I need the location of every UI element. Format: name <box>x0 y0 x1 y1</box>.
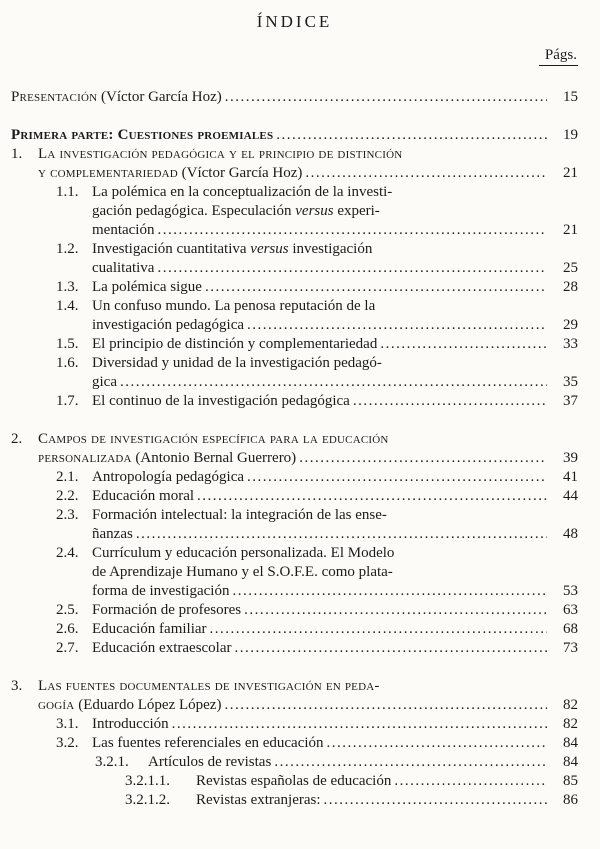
dot-leader <box>197 487 547 506</box>
page-number: 86 <box>563 792 578 808</box>
toc-line <box>56 582 578 601</box>
entry-number: 2.1. <box>56 469 79 485</box>
text-segment: Primera parte: Cuestiones proemiales <box>11 127 274 143</box>
dot-leader <box>235 639 547 658</box>
toc-line <box>56 468 578 487</box>
entry-number: 3.2. <box>56 735 79 751</box>
text-segment: Antropología pedagógica <box>92 469 245 485</box>
entry-number: 2.6. <box>56 621 79 637</box>
dot-leader <box>210 620 547 639</box>
dot-leader <box>225 88 547 107</box>
page-number: 53 <box>563 583 578 599</box>
dot-leader <box>247 468 547 487</box>
entry-number: 3.2.1.1. <box>125 773 170 789</box>
text-segment: Currículum y educación personalizada. El Modelo <box>92 545 395 561</box>
text-segment: gica <box>92 374 117 390</box>
page-number: 33 <box>563 336 578 352</box>
page-number: 44 <box>563 488 578 504</box>
text-segment: ñanzas <box>92 526 133 542</box>
toc-line <box>11 164 578 183</box>
toc-entry <box>56 487 578 506</box>
toc-entry <box>56 468 578 487</box>
entry-number: 1.3. <box>56 279 79 295</box>
toc-entry <box>11 145 578 183</box>
dot-leader <box>232 582 547 601</box>
entry-number: 2.4. <box>56 545 79 561</box>
page-number: 73 <box>563 640 578 656</box>
toc-line <box>56 316 578 335</box>
toc-entry <box>56 620 578 639</box>
dot-leader <box>157 221 547 240</box>
toc-line <box>95 753 578 772</box>
toc-line <box>11 696 578 715</box>
entry-text <box>38 164 302 183</box>
page-number: 84 <box>563 754 578 770</box>
entry-text <box>92 525 133 544</box>
text-segment: Revistas españolas de educación <box>196 773 392 789</box>
text-segment: investigación <box>288 241 373 257</box>
entry-text <box>148 753 271 772</box>
entry-text <box>38 430 389 449</box>
entry-number: 1. <box>11 146 23 162</box>
toc-entry <box>11 126 578 145</box>
text-segment: Diversidad y unidad de la investigación pedagó- <box>92 355 382 371</box>
toc-line <box>56 297 578 316</box>
page-number: 48 <box>563 526 578 542</box>
dot-leader <box>299 449 547 468</box>
toc-entry <box>95 753 578 772</box>
entry-text <box>38 696 221 715</box>
entry-text <box>92 392 350 411</box>
entry-number: 2.2. <box>56 488 79 504</box>
entry-text <box>92 468 244 487</box>
entry-text <box>92 582 229 601</box>
dot-leader <box>205 278 547 297</box>
toc-entry <box>56 335 578 354</box>
text-segment: (Eduardo López López) <box>74 697 222 713</box>
text-segment: Artículos de revistas <box>148 754 272 770</box>
page-number: 29 <box>563 317 578 333</box>
text-segment: de Aprendizaje Humano y el S.O.F.E. como plata- <box>92 564 393 580</box>
page-number: 63 <box>563 602 578 618</box>
entry-text <box>92 183 392 202</box>
toc-entry <box>56 715 578 734</box>
toc-entry <box>11 88 578 107</box>
toc-line <box>56 525 578 544</box>
entry-text <box>196 772 391 791</box>
toc-entry <box>11 430 578 468</box>
entry-number: 2.7. <box>56 640 79 656</box>
entry-text <box>92 544 394 563</box>
toc-entry <box>56 297 578 335</box>
dot-leader <box>120 373 547 392</box>
toc-line <box>56 354 578 373</box>
text-segment: Campos de investigación específica para la educación <box>38 431 389 447</box>
dot-leader <box>136 525 547 544</box>
entry-text <box>92 487 194 506</box>
toc-line <box>56 601 578 620</box>
toc-line <box>11 430 578 449</box>
page-number: 85 <box>563 773 578 789</box>
text-segment: Formación intelectual: la integración de las ense- <box>92 507 387 523</box>
entry-text <box>92 601 241 620</box>
dot-leader <box>274 753 547 772</box>
entry-number: 1.2. <box>56 241 79 257</box>
toc-line <box>11 677 578 696</box>
entry-number: 1.5. <box>56 336 79 352</box>
toc-entry <box>56 354 578 392</box>
page-number: 82 <box>563 716 578 732</box>
entry-text <box>92 639 232 658</box>
entry-text <box>92 506 387 525</box>
toc-entry <box>56 278 578 297</box>
toc-entry <box>56 240 578 278</box>
toc-line <box>56 240 578 259</box>
entry-text <box>92 335 377 354</box>
dot-leader <box>244 601 547 620</box>
toc-line <box>56 563 578 582</box>
text-segment: El principio de distinción y complementariedad <box>92 336 378 352</box>
dot-leader <box>157 259 547 278</box>
toc-entry <box>56 506 578 544</box>
text-segment: Investigación cuantitativa <box>92 241 251 257</box>
text-segment: Educación moral <box>92 488 195 504</box>
toc-entry <box>125 772 578 791</box>
dot-leader <box>324 791 547 810</box>
toc-entry <box>11 677 578 715</box>
text-segment: Un confuso mundo. La penosa reputación de la <box>92 298 376 314</box>
entry-number: 1.7. <box>56 393 79 409</box>
toc-line <box>56 715 578 734</box>
text-segment: versus <box>295 203 334 219</box>
text-segment: Las fuentes referenciales en educación <box>92 735 324 751</box>
entry-text <box>92 354 382 373</box>
toc-line <box>56 544 578 563</box>
toc-line <box>56 183 578 202</box>
text-segment: gogía <box>38 697 75 713</box>
text-segment: y complementariedad <box>38 165 178 181</box>
toc-entry <box>56 183 578 240</box>
toc-line <box>56 335 578 354</box>
page-number: 37 <box>563 393 578 409</box>
dot-leader <box>353 392 547 411</box>
text-segment: investigación pedagógica <box>92 317 245 333</box>
dot-leader <box>172 715 547 734</box>
dot-leader <box>247 316 547 335</box>
entry-text <box>92 259 154 278</box>
toc-line <box>56 506 578 525</box>
toc-line <box>125 772 578 791</box>
toc-line <box>56 202 578 221</box>
text-segment: versus <box>250 241 289 257</box>
text-segment: gación pedagógica. Especulación <box>92 203 296 219</box>
entry-number: 1.1. <box>56 184 79 200</box>
text-segment: personalizada <box>38 450 132 466</box>
text-segment: experi- <box>333 203 380 219</box>
entry-text <box>92 240 372 259</box>
entry-text <box>92 734 324 753</box>
text-segment: (Víctor García Hoz) <box>97 89 222 105</box>
toc-line <box>11 126 578 145</box>
page-number: 19 <box>563 127 578 143</box>
entry-number: 2.5. <box>56 602 79 618</box>
toc-line <box>56 259 578 278</box>
toc-line <box>56 278 578 297</box>
text-segment: La polémica sigue <box>92 279 202 295</box>
entry-number: 3.1. <box>56 716 79 732</box>
toc-line <box>11 88 578 107</box>
entry-text <box>92 715 169 734</box>
text-segment: La investigación pedagógica y el principio de distinción <box>38 146 403 162</box>
toc-entry <box>56 544 578 601</box>
page-number: 84 <box>563 735 578 751</box>
page-number: 28 <box>563 279 578 295</box>
entry-text <box>196 791 321 810</box>
text-segment: La polémica en la conceptualización de la investi- <box>92 184 393 200</box>
page-number: 21 <box>563 222 578 238</box>
toc-entry <box>56 392 578 411</box>
entry-text <box>92 278 202 297</box>
entry-number: 3.2.1. <box>95 754 129 770</box>
entry-text <box>92 373 117 392</box>
entry-text <box>92 221 154 240</box>
toc-line <box>11 449 578 468</box>
dot-leader <box>276 126 547 145</box>
dot-leader <box>327 734 547 753</box>
toc-list <box>11 88 578 810</box>
text-segment: Revistas extranjeras: <box>196 792 321 808</box>
page-number: 15 <box>563 89 578 105</box>
toc-entry <box>125 791 578 810</box>
text-segment: (Víctor García Hoz) <box>177 165 303 181</box>
toc-line <box>125 791 578 810</box>
toc-entry <box>56 601 578 620</box>
entry-text <box>92 202 380 221</box>
toc-entry <box>56 639 578 658</box>
entry-text <box>11 88 222 107</box>
entry-text <box>92 563 393 582</box>
entry-number: 3. <box>11 678 23 694</box>
entry-text <box>38 449 296 468</box>
page-number: 82 <box>563 697 578 713</box>
toc-line <box>56 392 578 411</box>
entry-number: 3.2.1.2. <box>125 792 170 808</box>
pages-column-header: Págs. <box>539 47 578 66</box>
page-number: 35 <box>563 374 578 390</box>
toc-entry <box>56 734 578 753</box>
text-segment: Educación familiar <box>92 621 207 637</box>
dot-leader <box>380 335 547 354</box>
page-number: 25 <box>563 260 578 276</box>
toc-line <box>56 639 578 658</box>
toc-line <box>56 734 578 753</box>
text-segment: Introducción <box>92 716 169 732</box>
entry-number: 2.3. <box>56 507 79 523</box>
text-segment: Las fuentes documentales de investigación en peda- <box>38 678 380 694</box>
entry-text <box>38 145 402 164</box>
entry-text <box>92 620 207 639</box>
toc-line <box>56 221 578 240</box>
toc-line <box>56 487 578 506</box>
text-segment: Educación extraescolar <box>92 640 232 656</box>
text-segment: cualitativa <box>92 260 155 276</box>
toc-line <box>56 373 578 392</box>
text-segment: Presentación <box>11 89 98 105</box>
text-segment: (Antonio Bernal Guerrero) <box>131 450 297 466</box>
page-title: ÍNDICE <box>256 12 333 31</box>
text-segment: mentación <box>92 222 155 238</box>
text-segment: forma de investigación <box>92 583 230 599</box>
text-segment: Formación de profesores <box>92 602 242 618</box>
page-number: 39 <box>563 450 578 466</box>
entry-number: 1.6. <box>56 355 79 371</box>
pages-column-header-row <box>11 46 578 65</box>
page-number: 41 <box>563 469 578 485</box>
entry-text <box>92 316 244 335</box>
page-number: 21 <box>563 165 578 181</box>
dot-leader <box>305 164 547 183</box>
entry-text <box>92 297 375 316</box>
entry-number: 1.4. <box>56 298 79 314</box>
toc-line <box>56 620 578 639</box>
entry-text <box>11 126 273 145</box>
text-segment: El continuo de la investigación pedagógica <box>92 393 350 409</box>
entry-text <box>38 677 380 696</box>
dot-leader <box>224 696 547 715</box>
toc-line <box>11 145 578 164</box>
entry-number: 2. <box>11 431 23 447</box>
dot-leader <box>394 772 547 791</box>
page-number: 68 <box>563 621 578 637</box>
